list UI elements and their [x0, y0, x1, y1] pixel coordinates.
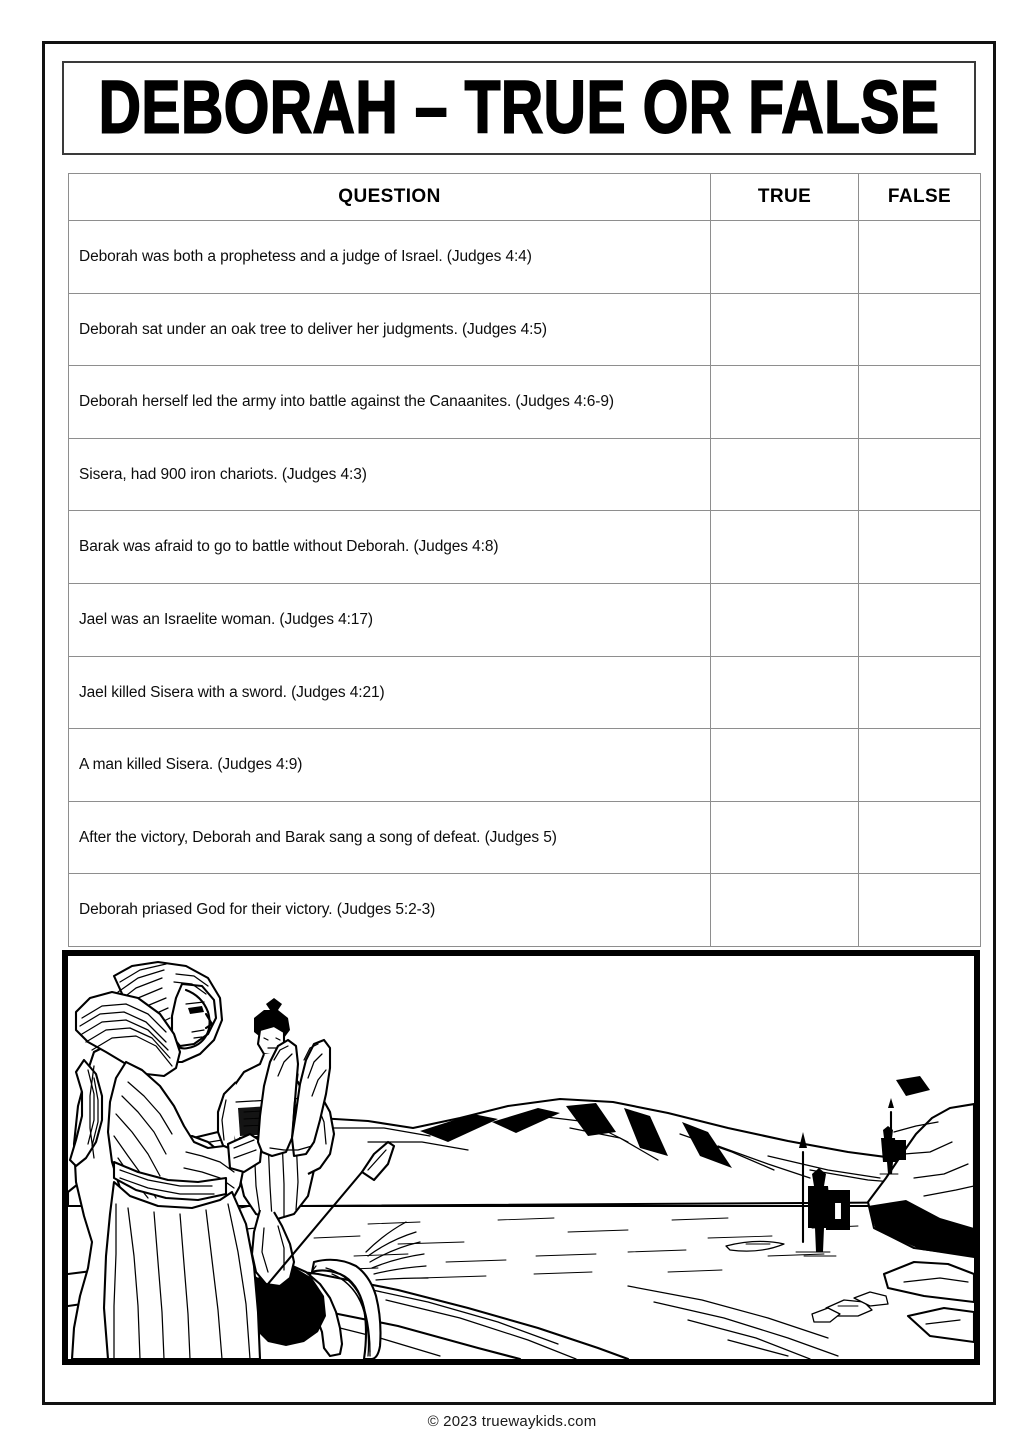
false-answer-cell[interactable]	[859, 874, 981, 947]
false-answer-cell[interactable]	[859, 293, 981, 366]
question-cell: A man killed Sisera. (Judges 4:9)	[69, 729, 711, 802]
table-body	[69, 221, 981, 947]
true-answer-cell[interactable]	[711, 438, 859, 511]
table-row	[69, 221, 981, 294]
table-row	[69, 511, 981, 584]
question-cell: Sisera, had 900 iron chariots. (Judges 4:3)	[69, 438, 711, 511]
table-row	[69, 366, 981, 439]
table-row	[69, 801, 981, 874]
copyright-footer: © 2023 truewaykids.com	[427, 1413, 597, 1430]
question-cell: Deborah priased God for their victory. (Judges 5:2-3)	[69, 874, 711, 947]
page-title: DEBORAH – TRUE OR FALSE	[98, 66, 940, 149]
true-answer-cell[interactable]	[711, 583, 859, 656]
question-cell: Barak was afraid to go to battle without Deborah. (Judges 4:8)	[69, 511, 711, 584]
true-answer-cell[interactable]	[711, 656, 859, 729]
illustration-frame	[62, 950, 980, 1365]
table-header	[69, 174, 981, 221]
table-header-row	[69, 174, 981, 221]
true-answer-cell[interactable]	[711, 874, 859, 947]
table-row	[69, 293, 981, 366]
question-cell: Deborah was both a prophetess and a judge of Israel. (Judges 4:4)	[69, 221, 711, 294]
question-cell: After the victory, Deborah and Barak sang a song of defeat. (Judges 5)	[69, 801, 711, 874]
true-false-table	[68, 173, 981, 947]
column-header-question: QUESTION	[69, 174, 711, 221]
column-header-true: TRUE	[711, 174, 859, 221]
false-answer-cell[interactable]	[859, 221, 981, 294]
true-answer-cell[interactable]	[711, 801, 859, 874]
table-row	[69, 438, 981, 511]
true-answer-cell[interactable]	[711, 221, 859, 294]
question-cell: Deborah sat under an oak tree to deliver her judgments. (Judges 4:5)	[69, 293, 711, 366]
table-row	[69, 583, 981, 656]
true-answer-cell[interactable]	[711, 511, 859, 584]
title-box	[62, 61, 976, 155]
question-cell: Jael killed Sisera with a sword. (Judges 4:21)	[69, 656, 711, 729]
false-answer-cell[interactable]	[859, 438, 981, 511]
false-answer-cell[interactable]	[859, 583, 981, 656]
false-answer-cell[interactable]	[859, 729, 981, 802]
false-answer-cell[interactable]	[859, 801, 981, 874]
false-answer-cell[interactable]	[859, 366, 981, 439]
deborah-scene-illustration	[68, 956, 974, 1359]
table-row	[69, 729, 981, 802]
true-answer-cell[interactable]	[711, 366, 859, 439]
true-answer-cell[interactable]	[711, 293, 859, 366]
column-header-false: FALSE	[859, 174, 981, 221]
question-cell: Deborah herself led the army into battle against the Canaanites. (Judges 4:6-9)	[69, 366, 711, 439]
question-cell: Jael was an Israelite woman. (Judges 4:17)	[69, 583, 711, 656]
true-answer-cell[interactable]	[711, 729, 859, 802]
table-row	[69, 874, 981, 947]
false-answer-cell[interactable]	[859, 656, 981, 729]
table-row	[69, 656, 981, 729]
false-answer-cell[interactable]	[859, 511, 981, 584]
